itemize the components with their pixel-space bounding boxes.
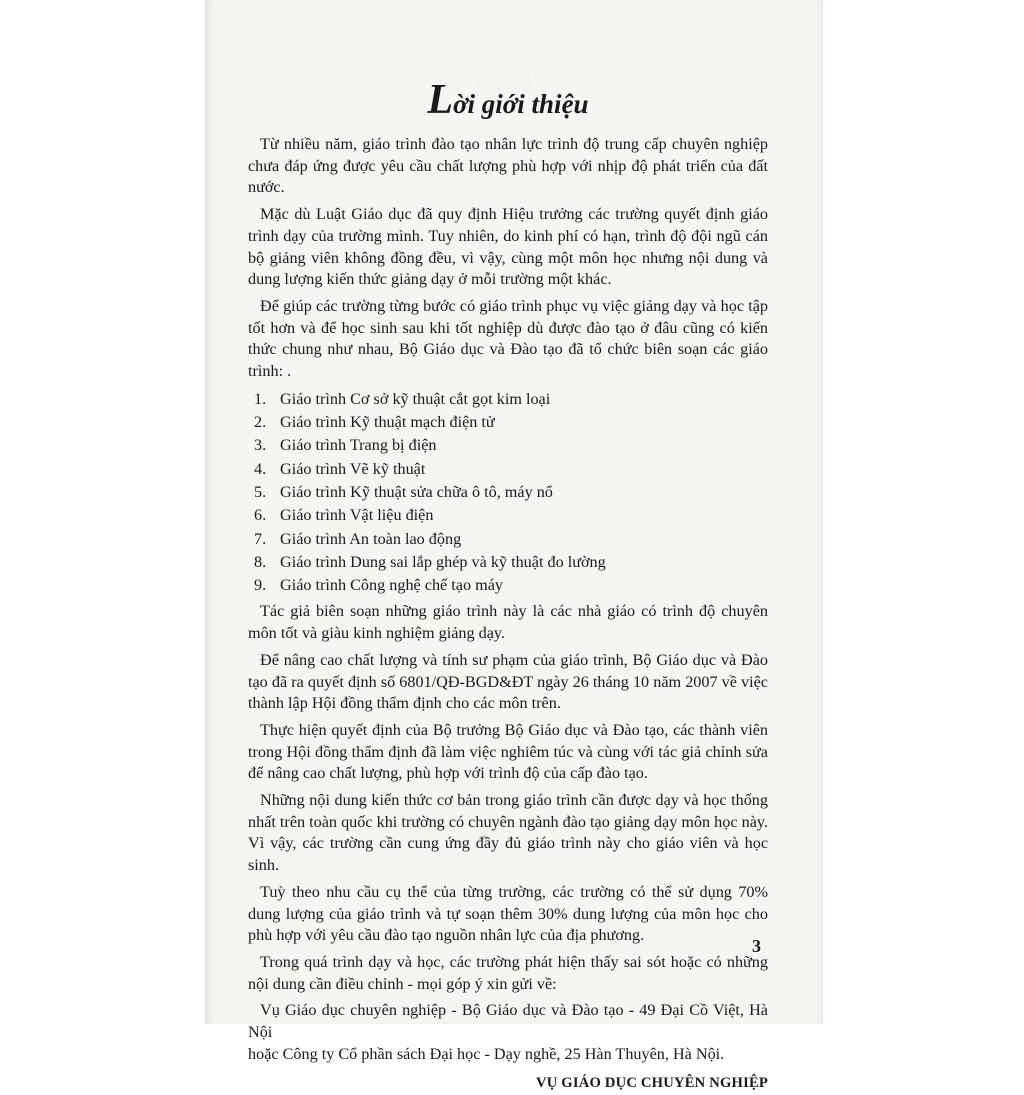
page-content: [248, 77, 768, 1095]
signature: VỤ GIÁO DỤC CHUYÊN NGHIỆP: [535, 1075, 768, 1092]
list-text: Giáo trình Dung sai lắp ghép và kỹ thuật đo lường: [280, 552, 606, 571]
list-text: Giáo trình Công nghệ chế tạo máy: [280, 576, 503, 595]
paragraph: Để giúp các trường từng bước có giáo trình phục vụ việc giảng dạy và học tập tốt hơn và để học sinh sau khi tốt nghiệp dù được đào tạo ở đâu cũng có kiến thức chung như nhau, Bộ Giáo dục và Đào tạo đã tổ chức biên soạn các giáo trình: .: [248, 296, 768, 381]
list-number: 9.: [254, 576, 267, 595]
title-rest: ời giới thiệu: [453, 89, 589, 119]
list-item: [248, 388, 768, 411]
paragraph: Để nâng cao chất lượng và tính sư phạm của giáo trình, Bộ Giáo dục và Đào tạo đã ra quyết định số 6801/QĐ-BGD&ĐT ngày 26 tháng 10 năm 2007 về việc thành lập Hội đồng thẩm định cho các môn trên.: [248, 650, 768, 713]
list-text: Giáo trình Cơ sở kỹ thuật cắt gọt kim loại: [280, 389, 551, 408]
list-number: 2.: [254, 413, 267, 432]
intro-paragraphs: [248, 134, 768, 383]
paragraph: Những nội dung kiến thức cơ bản trong giáo trình cần được dạy và học thống nhất trên toàn quốc khi trường có chuyên ngành đào tạo giảng dạy môn học này. Vì vậy, các trường cần cung ứng đầy đủ giáo trình này cho giáo viên và học sinh.: [248, 791, 768, 875]
paragraph: Tác giả biên soạn những giáo trình này là các nhà giáo có trình độ chuyên môn tốt và giàu kinh nghiệm giảng dạy.: [248, 602, 768, 643]
paragraph: Thực hiện quyết định của Bộ trưởng Bộ Giáo dục và Đào tạo, các thành viên trong Hội đồng thẩm định đã làm việc nghiêm túc và cùng với tác giả chỉnh sửa để nâng cao chất lượng, phù hợp với trình độ của cấp đào tạo.: [248, 720, 768, 783]
list-item: [248, 574, 768, 597]
paragraph: Tuỳ theo nhu cầu cụ thể của từng trường, các trường có thể sử dụng 70% dung lượng của giáo trình và tự soạn thêm 30% dung lượng của môn học cho phù hợp với yêu cầu đào tạo nguồn nhân lực của địa phương.: [248, 882, 768, 945]
list-item: [248, 481, 768, 504]
paragraph: Trong quá trình dạy và học, các trường phát hiện thấy sai sót hoặc có những nội dung cần điều chỉnh - mọi góp ý xin gửi về:: [248, 952, 768, 993]
list-number: 5.: [254, 482, 267, 501]
contact-address: [248, 1000, 768, 1065]
page-number: 3: [752, 936, 761, 956]
list-text: Giáo trình Vật liệu điện: [280, 506, 434, 525]
list-item: [248, 458, 768, 481]
list-item: [248, 551, 768, 574]
list-number: 3.: [254, 436, 267, 455]
list-text: Giáo trình Trang bị điện: [280, 436, 437, 455]
list-text: Giáo trình An toàn lao động: [280, 529, 462, 548]
list-text: Giáo trình Kỹ thuật sửa chữa ô tô, máy nổ: [280, 482, 553, 501]
list-number: 8.: [254, 552, 267, 571]
list-item: [248, 504, 768, 527]
list-number: 7.: [254, 529, 267, 548]
body-paragraphs: [248, 601, 768, 995]
list-number: 1.: [254, 389, 267, 408]
list-text: Giáo trình Kỹ thuật mạch điện tử: [280, 413, 495, 432]
paragraph: Từ nhiều năm, giáo trình đào tạo nhân lực trình độ trung cấp chuyên nghiệp chưa đáp ứng được yêu cầu chất lượng phù hợp với nhịp độ phát triển của đất nước.: [248, 135, 768, 197]
textbook-list: [248, 388, 768, 598]
list-item: [248, 434, 768, 457]
list-item: [248, 528, 768, 551]
list-number: 4.: [254, 459, 267, 478]
list-number: 6.: [254, 506, 267, 525]
address-line: hoặc Công ty Cổ phần sách Đại học - Dạy nghề, 25 Hàn Thuyên, Hà Nội.: [248, 1044, 725, 1063]
bleed-through-text: ░░░░░░: [475, 73, 531, 88]
address-line: Vụ Giáo dục chuyên nghiệp - Bộ Giáo dục và Đào tạo - 49 Đại Cồ Việt, Hà Nội: [248, 1001, 768, 1042]
list-text: Giáo trình Vẽ kỹ thuật: [280, 459, 426, 478]
page-title: [248, 77, 768, 124]
list-item: [248, 411, 768, 434]
title-initial: L: [427, 77, 454, 123]
paragraph: Mặc dù Luật Giáo dục đã quy định Hiệu trưởng các trường quyết định giáo trình dạy của trường mình. Tuy nhiên, do kinh phí có hạn, trình độ đội ngũ cán bộ giảng viên không đồng đều, vì vậy, cùng một môn học nhưng nội dung và dung lượng kiến thức giảng dạy ở mỗi trường một khác.: [248, 205, 768, 289]
